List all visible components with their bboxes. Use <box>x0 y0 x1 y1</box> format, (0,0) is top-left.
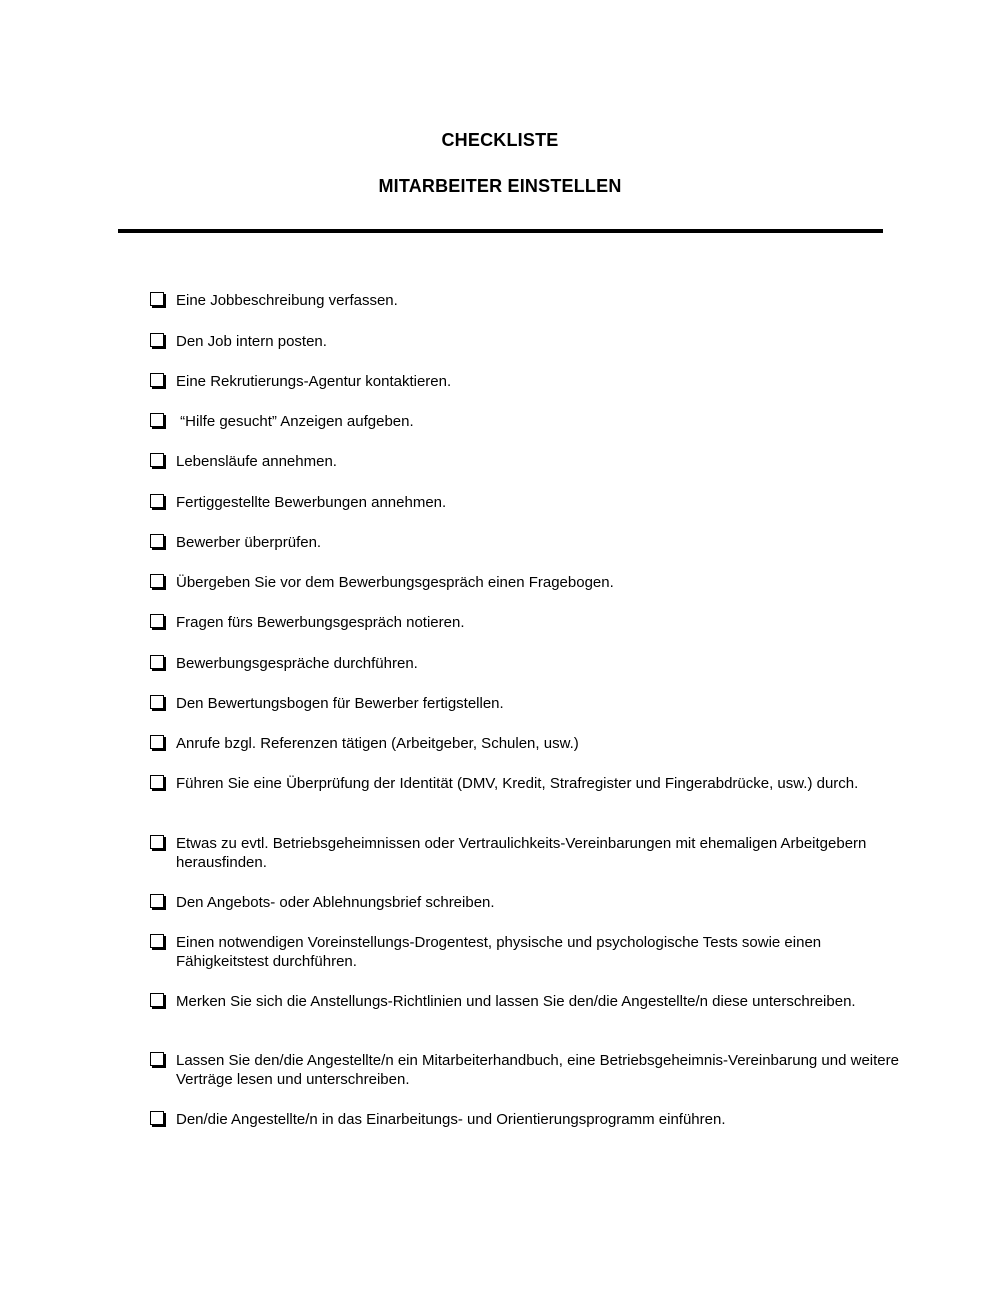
checklist-item[interactable] <box>150 694 916 713</box>
checklist-item[interactable] <box>150 654 916 673</box>
checkbox-icon[interactable] <box>150 453 164 467</box>
checklist-item-label: Eine Rekrutierungs-Agentur kontaktieren. <box>176 373 452 390</box>
document-subtitle: MITARBEITER EINSTELLEN <box>378 176 622 196</box>
checklist-item[interactable] <box>150 533 916 552</box>
checklist-item[interactable] <box>150 372 916 391</box>
checklist-item-label: Führen Sie eine Überprüfung der Identität (DMV, Kredit, Strafregister und Fingerabdrücke, usw.) durch. <box>176 775 859 792</box>
checkbox-icon[interactable] <box>150 413 164 427</box>
checkbox-icon[interactable] <box>150 695 164 709</box>
checklist-item[interactable] <box>150 332 916 351</box>
checklist-item-label: “Hilfe gesucht” Anzeigen aufgeben. <box>176 413 414 430</box>
checklist-item[interactable] <box>150 1051 916 1089</box>
checkbox-icon[interactable] <box>150 614 164 628</box>
checkbox-icon[interactable] <box>150 775 164 789</box>
checklist-item-label: Fragen fürs Bewerbungsgespräch notieren. <box>176 614 465 631</box>
checklist-item-label: Eine Jobbeschreibung verfassen. <box>176 292 398 309</box>
checklist-item[interactable] <box>150 412 916 431</box>
checklist-item-label: Bewerber überprüfen. <box>176 534 322 551</box>
checkbox-icon[interactable] <box>150 574 164 588</box>
checklist-item[interactable] <box>150 933 916 971</box>
checkbox-icon[interactable] <box>150 292 164 306</box>
checklist-item[interactable] <box>150 834 916 872</box>
checklist-item-label: Etwas zu evtl. Betriebsgeheimnissen oder Vertraulichkeits-Vereinbarungen mit ehemaligen Arbeitgebern herausfinden. <box>176 835 867 871</box>
checklist-item-label: Anrufe bzgl. Referenzen tätigen (Arbeitgeber, Schulen, usw.) <box>176 735 579 752</box>
checklist-item-label: Fertiggestellte Bewerbungen annehmen. <box>176 494 447 511</box>
checklist-item[interactable] <box>150 992 916 1011</box>
checkbox-icon[interactable] <box>150 735 164 749</box>
checklist-item[interactable] <box>150 493 916 512</box>
checkbox-icon[interactable] <box>150 1111 164 1125</box>
checklist-item-label: Lebensläufe annehmen. <box>176 453 337 470</box>
checkbox-icon[interactable] <box>150 1052 164 1066</box>
checkbox-icon[interactable] <box>150 655 164 669</box>
checklist-item-label: Den Bewertungsbogen für Bewerber fertigstellen. <box>176 695 504 712</box>
checklist-item-label: Den Angebots- oder Ablehnungsbrief schreiben. <box>176 894 495 911</box>
checklist-item[interactable] <box>150 291 916 310</box>
checklist-item-label: Bewerbungsgespräche durchführen. <box>176 655 418 672</box>
checkbox-icon[interactable] <box>150 333 164 347</box>
checklist-item-label: Übergeben Sie vor dem Bewerbungsgespräch einen Fragebogen. <box>176 574 614 591</box>
checklist-item-label: Merken Sie sich die Anstellungs-Richtlinien und lassen Sie den/die Angestellte/n diese unterschreiben. <box>176 993 856 1010</box>
checklist-item[interactable] <box>150 452 916 471</box>
checkbox-icon[interactable] <box>150 894 164 908</box>
checklist-item[interactable] <box>150 734 916 753</box>
checkbox-icon[interactable] <box>150 534 164 548</box>
header-divider <box>118 229 883 233</box>
checkbox-icon[interactable] <box>150 993 164 1007</box>
checkbox-icon[interactable] <box>150 373 164 387</box>
checklist-item[interactable] <box>150 1110 916 1129</box>
checklist-item-label: Lassen Sie den/die Angestellte/n ein Mitarbeiterhandbuch, eine Betriebsgeheimnis-Vereinbarung und weitere Verträge lesen und unterschreiben. <box>176 1052 899 1088</box>
checkbox-icon[interactable] <box>150 934 164 948</box>
checklist-item-label: Den/die Angestellte/n in das Einarbeitungs- und Orientierungsprogramm einführen. <box>176 1111 726 1128</box>
checklist-item[interactable] <box>150 893 916 912</box>
checkbox-icon[interactable] <box>150 494 164 508</box>
document-title: CHECKLISTE <box>441 130 559 150</box>
checklist-item[interactable] <box>150 573 916 592</box>
checklist-item-label: Einen notwendigen Voreinstellungs-Drogentest, physische und psychologische Tests sowie einen Fähigkeitstest durchführen. <box>176 934 822 970</box>
checklist-item-label: Den Job intern posten. <box>176 333 327 350</box>
checklist-item[interactable] <box>150 774 916 793</box>
checkbox-icon[interactable] <box>150 835 164 849</box>
checklist-item[interactable] <box>150 613 916 632</box>
